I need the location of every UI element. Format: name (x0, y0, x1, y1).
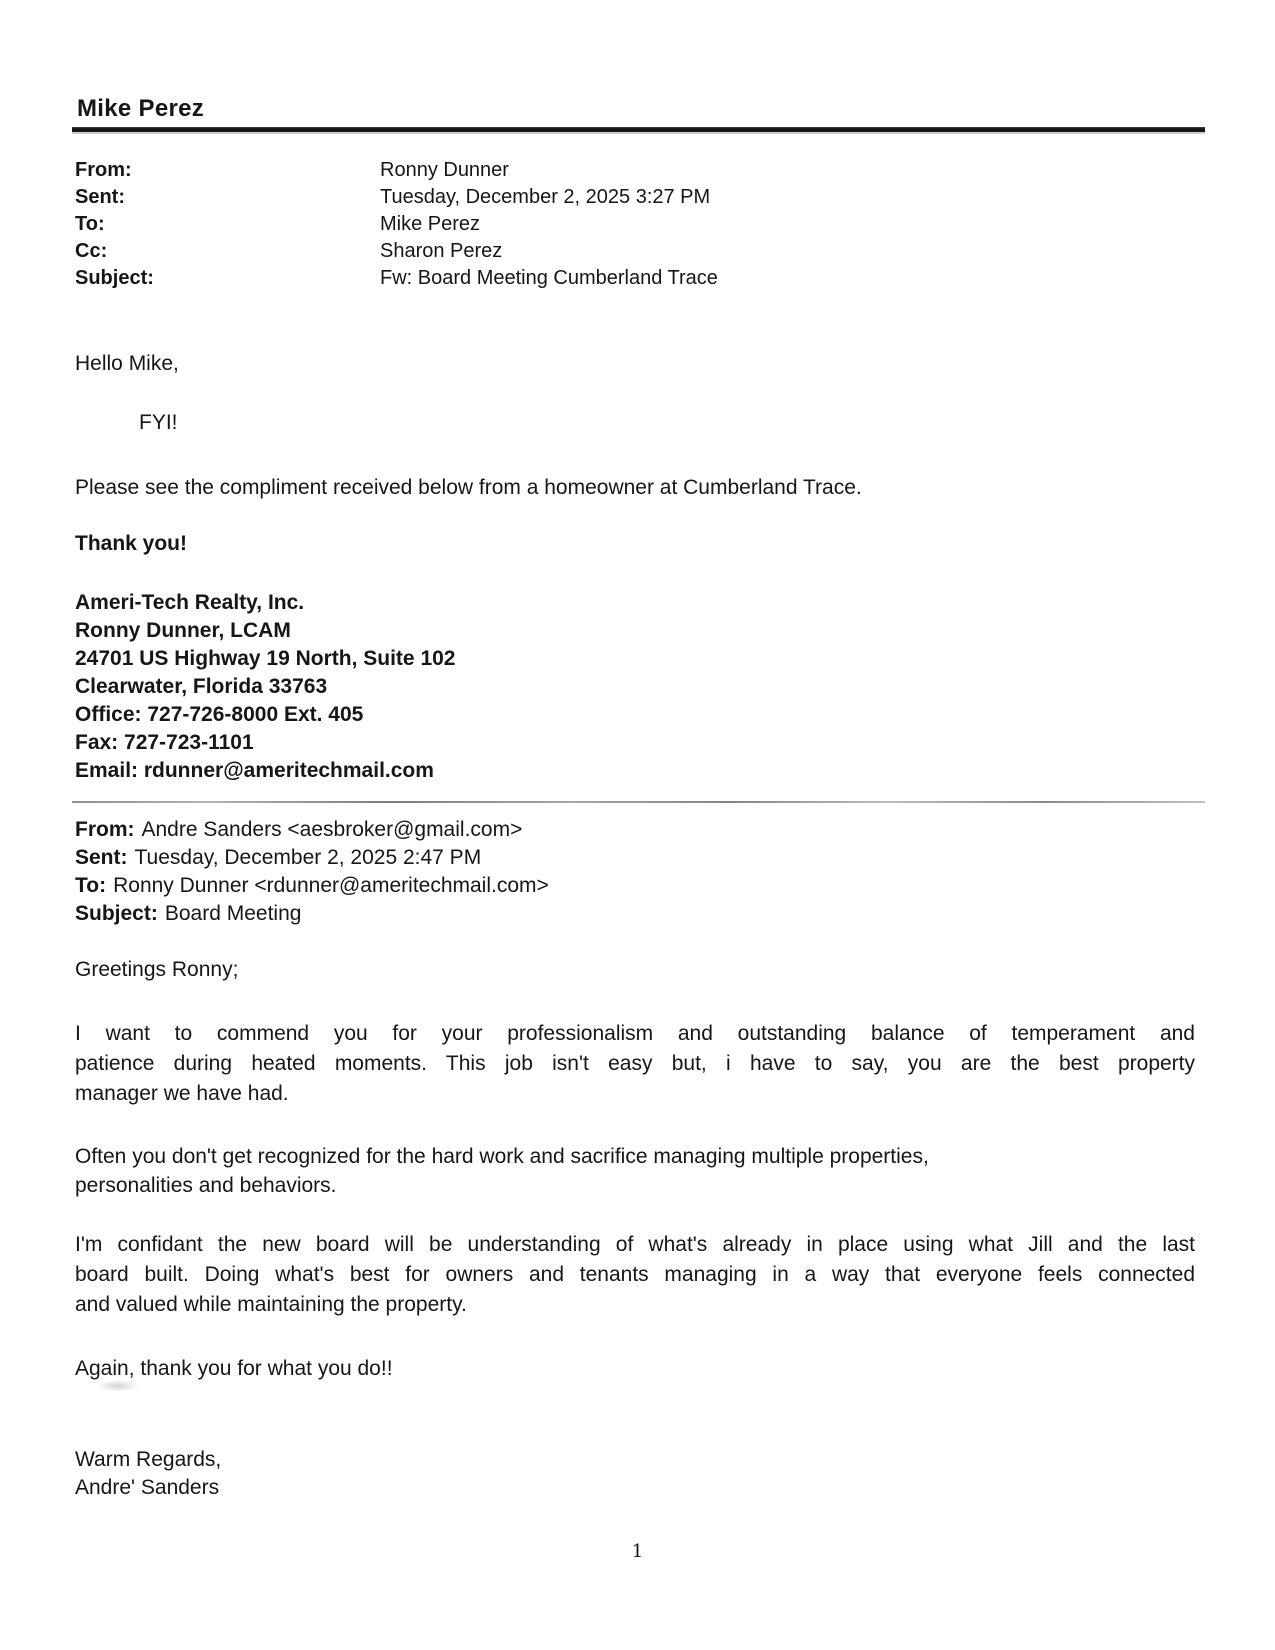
field-row-sent (75, 186, 711, 213)
field-label: From: (75, 159, 132, 181)
paragraph-line: board built. Doing what's best for owners and tenants managing in a way that everyone feels connected (75, 1263, 1195, 1286)
paragraph-line: personalities and behaviors. (75, 1174, 337, 1197)
field-row-subject (75, 267, 718, 294)
field-row-to (75, 213, 481, 240)
field-label: Subject: (75, 902, 158, 925)
field-value: Tuesday, December 2, 2025 2:47 PM (134, 846, 482, 869)
field-value: Ronny Dunner (380, 159, 509, 181)
field-value: Fw: Board Meeting Cumberland Trace (380, 267, 718, 289)
paragraph-line: I want to commend you for your professionalism and outstanding balance of temperament and (75, 1022, 1195, 1045)
paragraph-line: Again, thank you for what you do!! (75, 1357, 393, 1380)
recipient-name-header: Mike Perez (77, 95, 205, 122)
paragraph-line: and valued while maintaining the property. (75, 1293, 467, 1316)
closing-text: Thank you! (75, 532, 188, 555)
field-value: Ronny Dunner <rdunner@ameritechmail.com> (113, 874, 549, 897)
fwd-greeting-text: Greetings Ronny; (75, 958, 239, 981)
field-label: Cc: (75, 240, 108, 262)
signature-line-email: Email: rdunner@ameritechmail.com (75, 759, 434, 782)
field-label: To: (75, 213, 105, 235)
field-value: Tuesday, December 2, 2025 3:27 PM (380, 186, 711, 208)
page-number: 1 (631, 1541, 644, 1562)
paragraph-confidant (75, 1230, 1195, 1320)
signature-line-address: 24701 US Highway 19 North, Suite 102 (75, 647, 456, 670)
paragraph-line: manager we have had. (75, 1082, 289, 1105)
signature-line-city: Clearwater, Florida 33763 (75, 675, 328, 698)
paragraph-commend (75, 1019, 1195, 1109)
forwarded-message-divider (72, 801, 1205, 803)
signoff-block (75, 1446, 221, 1502)
outer-email-header (75, 159, 718, 294)
paragraph-recognized (75, 1142, 1195, 1200)
fwd-field-row-from (75, 818, 549, 846)
field-row-from (75, 159, 509, 186)
field-label: To: (75, 874, 107, 897)
field-value: Sharon Perez (380, 240, 503, 262)
field-value: Mike Perez (380, 213, 481, 235)
signature-line-fax: Fax: 727-723-1101 (75, 731, 254, 754)
field-value: Board Meeting (164, 902, 302, 925)
field-label: Sent: (75, 846, 128, 869)
field-label: Subject: (75, 267, 154, 289)
field-label: Sent: (75, 186, 125, 208)
signoff-line-regards: Warm Regards, (75, 1448, 222, 1471)
paragraph-line: Often you don't get recognized for the hard work and sacrifice managing multiple properties, (75, 1145, 929, 1168)
fwd-field-row-subject (75, 902, 549, 930)
paragraph-line: patience during heated moments. This job isn't easy but, i have to say, you are the best property (75, 1052, 1195, 1075)
paragraph-thanks (75, 1354, 1195, 1384)
forwarded-email-header (75, 818, 549, 930)
greeting-text: Hello Mike, (75, 352, 179, 375)
signature-line-company: Ameri-Tech Realty, Inc. (75, 591, 305, 614)
fwd-field-row-sent (75, 846, 549, 874)
header-rule (72, 127, 1205, 132)
signoff-line-name: Andre' Sanders (75, 1476, 220, 1499)
fwd-field-row-to (75, 874, 549, 902)
signature-block (75, 589, 455, 785)
fyi-text: FYI! (139, 411, 178, 434)
field-label: From: (75, 818, 135, 841)
signature-line-office-phone: Office: 727-726-8000 Ext. 405 (75, 703, 364, 726)
paragraph-line: I'm confidant the new board will be understanding of what's already in place using what Jill and the last (75, 1233, 1195, 1256)
intro-text: Please see the compliment received below from a homeowner at Cumberland Trace. (75, 476, 862, 499)
scan-smudge-artifact (96, 1380, 140, 1392)
field-row-cc (75, 240, 503, 267)
field-value: Andre Sanders <aesbroker@gmail.com> (141, 818, 523, 841)
signature-line-name: Ronny Dunner, LCAM (75, 619, 291, 642)
